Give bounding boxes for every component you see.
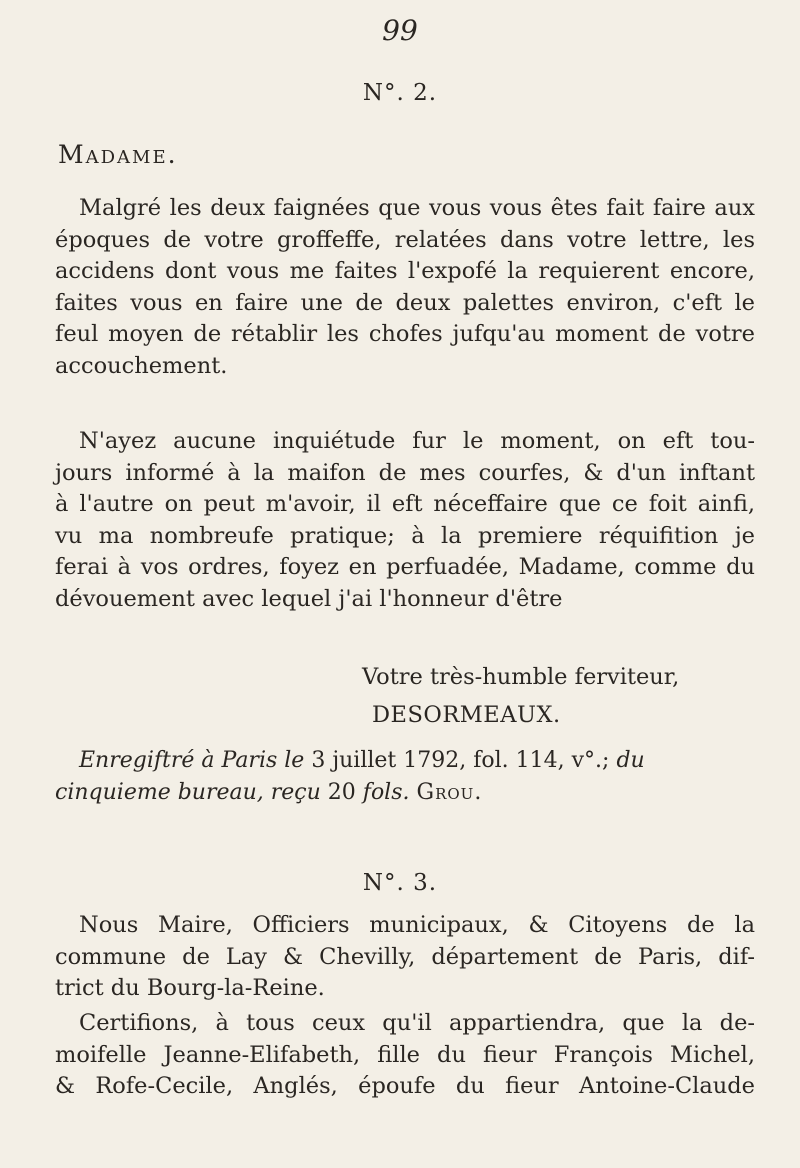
text-line: moifelle Jeanne-Elifabeth, fille du fieur François Michel, <box>55 1041 755 1068</box>
text-line: Certifions, à tous ceux qu'il appartiendra, que la de- <box>79 1010 755 1036</box>
text-line: trict du Bourg-la-Reine. <box>55 975 325 1001</box>
letter-number-3: N°. 3. <box>362 870 438 896</box>
letter-number-2: N°. 2. <box>362 80 438 106</box>
registration-clerk: Grou. <box>416 780 483 805</box>
letter-paragraph-2 <box>55 426 755 615</box>
registration-note <box>55 745 755 809</box>
text-line: commune de Lay & Chevilly, département de Paris, dif- <box>55 943 755 970</box>
registration-du: du <box>616 748 645 773</box>
registration-italic-2: cinquieme bureau, reçu <box>55 780 321 805</box>
salutation: Madame. <box>58 140 178 169</box>
registration-fols: fols. <box>362 780 410 805</box>
registration-line-2 <box>55 777 755 809</box>
closing-formula: Votre très-humble ferviteur, <box>362 664 680 690</box>
registration-date: 3 juillet 1792, fol. 114, v°.; <box>311 748 610 773</box>
letter-paragraph-1 <box>55 193 755 382</box>
text-line: ferai à vos ordres, foyez en perfuadée, Madame, comme du <box>55 554 755 580</box>
text-line: dévouement avec lequel j'ai l'honneur d'être <box>55 585 563 612</box>
text-line: & Rofe-Cecile, Anglés, époufe du fieur Antoine-Claude <box>55 1073 755 1099</box>
text-line: feul moyen de rétablir les chofes jufqu'au moment de votre <box>55 321 755 347</box>
page-number: 99 <box>382 14 418 47</box>
text-line: époques de votre groffeffe, relatées dans votre lettre, les <box>55 226 755 253</box>
text-line: à l'autre on peut m'avoir, il eft néceffaire que ce foit ainfi, <box>55 491 755 517</box>
text-line: Nous Maire, Officiers municipaux, & Citoyens de la <box>79 912 755 938</box>
registration-amount: 20 <box>327 780 356 805</box>
registration-line-1 <box>55 745 755 777</box>
registration-italic-1: Enregiftré à Paris le <box>79 748 305 773</box>
text-line: N'ayez aucune inquiétude fur le moment, on eft tou- <box>79 428 755 454</box>
text-line: faites vous en faire une de deux palettes environ, c'eft le <box>55 289 755 316</box>
text-line: accidens dont vous me faites l'expofé la requierent encore, <box>55 258 755 284</box>
signature: DESORMEAUX. <box>372 702 561 728</box>
certificate-paragraph-1 <box>55 910 755 1005</box>
text-line: jours informé à la maifon de mes courfes, & d'un inftant <box>55 459 755 486</box>
text-line: vu ma nombreufe pratique; à la premiere réquifition je <box>55 522 755 549</box>
text-line: accouchement. <box>55 352 228 379</box>
text-line: Malgré les deux faignées que vous vous êtes fait faire aux <box>79 195 755 221</box>
certificate-paragraph-2 <box>55 1008 755 1103</box>
